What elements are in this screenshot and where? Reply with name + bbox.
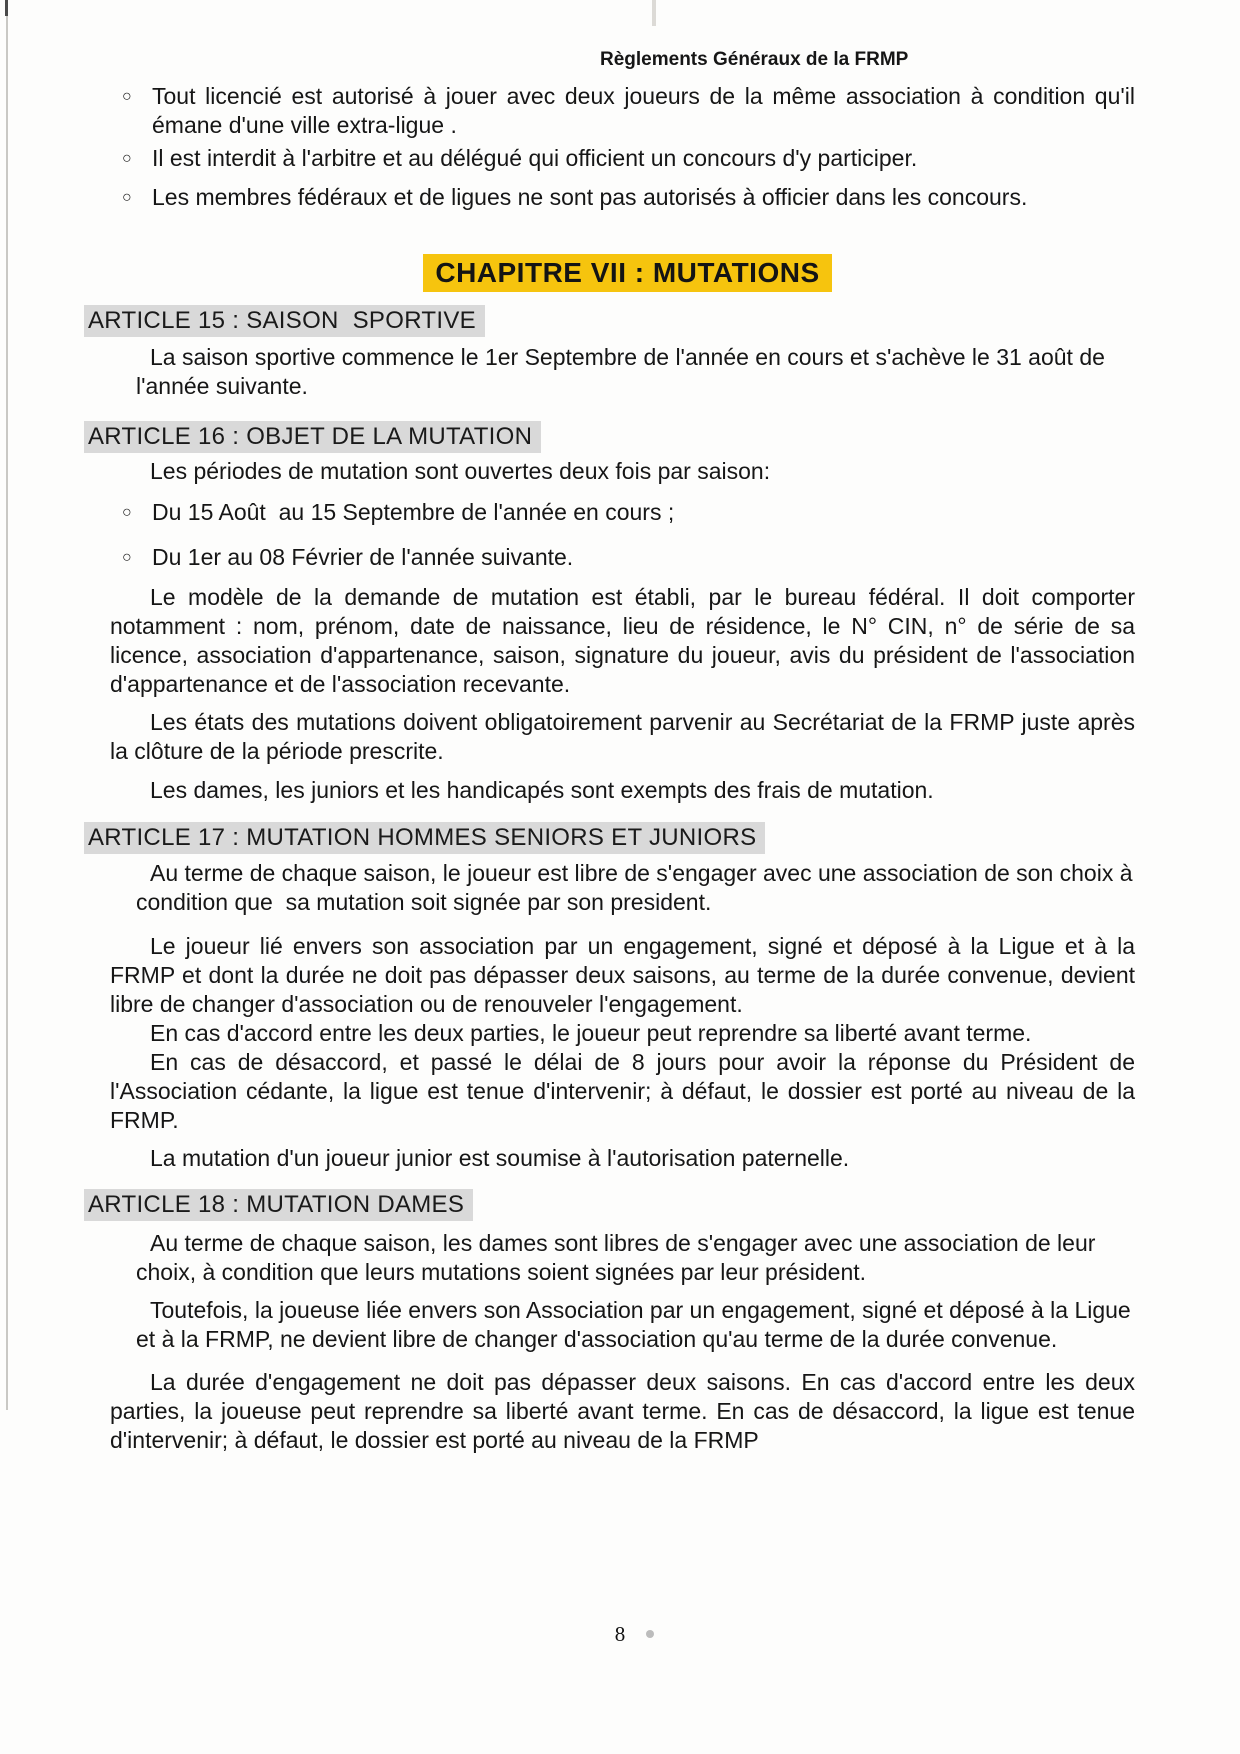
list-item	[110, 183, 1135, 212]
chapter-title: CHAPITRE VII : MUTATIONS	[423, 254, 831, 292]
paragraph: Au terme de chaque saison, le joueur est libre de s'engager avec une association de son choix à condition que sa mutation soit signée par son president.	[136, 860, 1139, 915]
paragraph: Les dames, les juniors et les handicapés sont exempts des frais de mutation.	[150, 777, 934, 803]
paragraph: Les états des mutations doivent obligatoirement parvenir au Secrétariat de la FRMP juste après la clôture de la période prescrite.	[110, 709, 1135, 764]
document-title: Règlements Généraux de la FRMP	[600, 49, 909, 70]
chapter-title-row	[115, 254, 1140, 292]
article-15-heading-row	[88, 305, 1135, 337]
paragraph: Le joueur lié envers son association par un engagement, signé et déposé à la Ligue et à la FRMP et dont la durée ne doit pas dépasser deux saisons, au terme de la durée convenue, devient libre de changer d'association ou de renouveler l'engagement.	[110, 933, 1135, 1017]
paragraph: Le modèle de la demande de mutation est établi, par le bureau fédéral. Il doit comporter notamment : nom, prénom, date de naissance, lieu de résidence, le N° CIN, n° de série de sa licence, association d'appartenance, saison, signature du joueur, avis du président de l'association d'appartenance et de l'association recevante.	[110, 584, 1135, 697]
paragraph: En cas de désaccord, et passé le délai de 8 jours pour avoir la réponse du Président de l'Association cédante, la ligue est tenue d'intervenir; à défaut, le dossier est porté au niveau de la FRMP.	[110, 1049, 1135, 1133]
circle-bullet-icon: ○	[122, 504, 132, 521]
mutation-period-list	[110, 498, 1135, 572]
list-item	[110, 498, 1135, 527]
scan-edge-mark	[5, 0, 8, 16]
scan-streak	[652, 0, 656, 26]
bullet-text: Du 15 Août au 15 Septembre de l'année en cours ;	[152, 499, 675, 525]
article-15-heading: ARTICLE 15 : SAISON SPORTIVE	[84, 305, 485, 337]
paragraph: Toutefois, la joueuse liée envers son Association par un engagement, signé et déposé à la Ligue et à la FRMP, ne devient libre de changer d'association qu'au terme de la durée convenue.	[136, 1297, 1131, 1352]
article-16-heading: ARTICLE 16 : OBJET DE LA MUTATION	[84, 421, 541, 453]
paragraph: Au terme de chaque saison, les dames sont libres de s'engager avec une association de leur choix, à condition que leurs mutations soient signées par leur président.	[136, 1230, 1096, 1285]
paragraph: Les périodes de mutation sont ouvertes deux fois par saison:	[150, 458, 771, 484]
scan-dot	[646, 1630, 654, 1638]
scan-edge-line	[6, 0, 8, 1410]
list-item	[110, 543, 1135, 572]
circle-bullet-icon: ○	[122, 150, 132, 167]
page-number: 8	[614, 1622, 626, 1646]
article-16-heading-row	[88, 421, 1135, 453]
article-17-heading: ARTICLE 17 : MUTATION HOMMES SENIORS ET JUNIORS	[84, 822, 765, 854]
article-17-heading-row	[88, 822, 1135, 854]
bullet-text: Il est interdit à l'arbitre et au délégué qui officient un concours d'y participer.	[152, 145, 918, 171]
bullet-text: Du 1er au 08 Février de l'année suivante.	[152, 544, 574, 570]
bullet-text: Les membres fédéraux et de ligues ne sont pas autorisés à officier dans les concours.	[152, 184, 1028, 210]
intro-bullet-list	[110, 82, 1135, 212]
list-item	[110, 144, 1135, 173]
article-18-heading: ARTICLE 18 : MUTATION DAMES	[84, 1189, 473, 1221]
paragraph: La mutation d'un joueur junior est soumise à l'autorisation paternelle.	[150, 1145, 850, 1171]
circle-bullet-icon: ○	[122, 88, 132, 105]
list-item	[110, 82, 1135, 140]
circle-bullet-icon: ○	[122, 189, 132, 206]
article-18-heading-row	[88, 1189, 1135, 1221]
paragraph: La durée d'engagement ne doit pas dépasser deux saisons. En cas d'accord entre les deux parties, la joueuse peut reprendre sa liberté avant terme. En cas de désaccord, la ligue est tenue d'intervenir; à défaut, le dossier est porté au niveau de la FRMP	[110, 1369, 1135, 1453]
paragraph: La saison sportive commence le 1er Septembre de l'année en cours et s'achève le 31 août de l'année suivante.	[136, 344, 1105, 399]
circle-bullet-icon: ○	[122, 549, 132, 566]
bullet-text: Tout licencié est autorisé à jouer avec deux joueurs de la même association à condition qu'il émane d'une ville extra-ligue .	[152, 83, 1135, 138]
paragraph: En cas d'accord entre les deux parties, le joueur peut reprendre sa liberté avant terme.	[150, 1020, 1032, 1046]
